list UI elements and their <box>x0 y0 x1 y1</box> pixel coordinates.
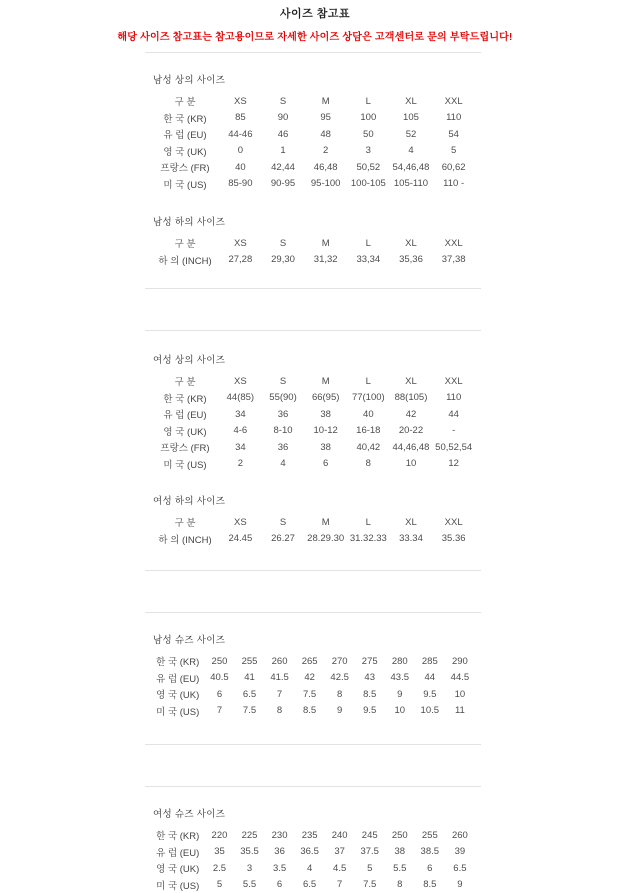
column-header: XS <box>219 373 262 390</box>
cell: 35 <box>204 844 234 861</box>
size-chart-content <box>145 52 481 893</box>
table-row <box>151 143 475 160</box>
cell: 265 <box>295 653 325 670</box>
cell: 7 <box>265 686 295 703</box>
table-row <box>151 126 475 143</box>
cell: 10.5 <box>415 703 445 720</box>
section-divider <box>145 52 481 53</box>
cell: 20-22 <box>390 423 433 440</box>
cell: 42 <box>295 670 325 687</box>
cell: 37 <box>325 844 355 861</box>
cell: 6.5 <box>235 686 265 703</box>
row-label: 미 국 (US) <box>151 176 219 193</box>
table-row <box>151 653 475 670</box>
section-divider <box>145 612 481 613</box>
cell: 235 <box>295 827 325 844</box>
cell: 8.5 <box>295 703 325 720</box>
cell: 40 <box>347 406 390 423</box>
cell: 46,48 <box>304 159 347 176</box>
cell: 110 - <box>432 176 475 193</box>
cell: 44,46,48 <box>390 439 433 456</box>
cell: - <box>432 423 475 440</box>
cell: 77(100) <box>347 390 390 407</box>
table-row <box>151 686 475 703</box>
section-heading-womens-bottom: 여성 하의 사이즈 <box>153 493 475 507</box>
cell: 110 <box>432 110 475 127</box>
row-label: 구 분 <box>151 514 219 531</box>
row-label: 하 의 (INCH) <box>151 531 219 548</box>
cell: 43 <box>355 670 385 687</box>
row-label: 영 국 (UK) <box>151 423 219 440</box>
column-header: L <box>347 514 390 531</box>
cell: 60,62 <box>432 159 475 176</box>
table-row <box>151 423 475 440</box>
section-divider <box>145 786 481 787</box>
cell: 9.5 <box>355 703 385 720</box>
cell: 36 <box>262 439 305 456</box>
cell: 31,32 <box>304 252 347 269</box>
row-label: 프랑스 (FR) <box>151 159 219 176</box>
row-label: 미 국 (US) <box>151 703 204 720</box>
row-label: 구 분 <box>151 235 219 252</box>
row-label: 구 분 <box>151 93 219 110</box>
column-header: S <box>262 235 305 252</box>
section-womens-shoes <box>145 806 481 893</box>
table-row <box>151 390 475 407</box>
row-label: 한 국 (KR) <box>151 110 219 127</box>
cell: 270 <box>325 653 355 670</box>
cell: 7.5 <box>355 877 385 893</box>
cell: 4 <box>295 860 325 877</box>
cell: 35.36 <box>432 531 475 548</box>
row-label: 유 럽 (EU) <box>151 126 219 143</box>
section-womens-top <box>145 352 481 472</box>
table-row <box>151 844 475 861</box>
cell: 36.5 <box>295 844 325 861</box>
cell: 38.5 <box>415 844 445 861</box>
cell: 105 <box>390 110 433 127</box>
table-row <box>151 531 475 548</box>
cell: 10 <box>385 703 415 720</box>
cell: 10-12 <box>304 423 347 440</box>
cell: 2.5 <box>204 860 234 877</box>
size-notice-text: 해당 사이즈 참고표는 참고용이므로 자세한 사이즈 상담은 고객센터로 문의 부탁드립니다! <box>0 28 630 43</box>
cell: 90 <box>262 110 305 127</box>
cell: 54,46,48 <box>390 159 433 176</box>
cell: 4 <box>390 143 433 160</box>
cell: 255 <box>235 653 265 670</box>
womens-top-size-table <box>151 373 475 472</box>
cell: 36 <box>265 844 295 861</box>
column-header: XXL <box>432 235 475 252</box>
cell: 40 <box>219 159 262 176</box>
cell: 8 <box>325 686 355 703</box>
cell: 50 <box>347 126 390 143</box>
cell: 41 <box>235 670 265 687</box>
cell: 9.5 <box>415 686 445 703</box>
cell: 33.34 <box>390 531 433 548</box>
cell: 230 <box>265 827 295 844</box>
section-divider <box>145 570 481 571</box>
cell: 9 <box>385 686 415 703</box>
cell: 7.5 <box>235 703 265 720</box>
table-row <box>151 252 475 269</box>
column-header: L <box>347 235 390 252</box>
cell: 3.5 <box>265 860 295 877</box>
table-row <box>151 703 475 720</box>
section-heading-mens-top: 남성 상의 사이즈 <box>153 72 475 86</box>
cell: 5.5 <box>385 860 415 877</box>
cell: 7 <box>325 877 355 893</box>
womens-bottom-size-table <box>151 514 475 547</box>
cell: 250 <box>385 827 415 844</box>
cell: 10 <box>445 686 475 703</box>
column-header: XL <box>390 93 433 110</box>
cell: 6 <box>265 877 295 893</box>
cell: 36 <box>262 406 305 423</box>
cell: 3 <box>347 143 390 160</box>
cell: 100 <box>347 110 390 127</box>
section-mens-top <box>145 72 481 192</box>
cell: 95 <box>304 110 347 127</box>
row-label: 유 럽 (EU) <box>151 844 204 861</box>
row-label: 한 국 (KR) <box>151 653 204 670</box>
row-label: 유 럽 (EU) <box>151 406 219 423</box>
table-row <box>151 110 475 127</box>
cell: 39 <box>445 844 475 861</box>
cell: 95-100 <box>304 176 347 193</box>
cell: 44 <box>415 670 445 687</box>
womens-shoes-size-table <box>151 827 475 893</box>
table-row <box>151 406 475 423</box>
cell: 4-6 <box>219 423 262 440</box>
cell: 5 <box>355 860 385 877</box>
column-header: S <box>262 93 305 110</box>
cell: 245 <box>355 827 385 844</box>
row-label: 영 국 (UK) <box>151 860 204 877</box>
cell: 8.5 <box>355 686 385 703</box>
cell: 34 <box>219 406 262 423</box>
cell: 27,28 <box>219 252 262 269</box>
table-header-row <box>151 235 475 252</box>
cell: 38 <box>304 406 347 423</box>
cell: 37.5 <box>355 844 385 861</box>
cell: 260 <box>445 827 475 844</box>
section-divider <box>145 330 481 331</box>
table-header-row <box>151 93 475 110</box>
column-header: M <box>304 514 347 531</box>
section-divider <box>145 744 481 745</box>
row-label: 유 럽 (EU) <box>151 670 204 687</box>
column-header: M <box>304 235 347 252</box>
section-divider <box>145 288 481 289</box>
column-header: XXL <box>432 93 475 110</box>
section-heading-mens-shoes: 남성 슈즈 사이즈 <box>153 632 475 646</box>
column-header: XXL <box>432 373 475 390</box>
cell: 42,44 <box>262 159 305 176</box>
cell: 2 <box>304 143 347 160</box>
cell: 28.29.30 <box>304 531 347 548</box>
table-row <box>151 439 475 456</box>
column-header: M <box>304 93 347 110</box>
cell: 0 <box>219 143 262 160</box>
cell: 1 <box>262 143 305 160</box>
cell: 35.5 <box>235 844 265 861</box>
cell: 29,30 <box>262 252 305 269</box>
cell: 50,52 <box>347 159 390 176</box>
cell: 8.5 <box>415 877 445 893</box>
cell: 44 <box>432 406 475 423</box>
table-row <box>151 877 475 893</box>
row-label: 프랑스 (FR) <box>151 439 219 456</box>
table-header-row <box>151 514 475 531</box>
cell: 105-110 <box>390 176 433 193</box>
cell: 35,36 <box>390 252 433 269</box>
cell: 38 <box>385 844 415 861</box>
cell: 225 <box>235 827 265 844</box>
row-label: 영 국 (UK) <box>151 143 219 160</box>
cell: 54 <box>432 126 475 143</box>
section-heading-womens-shoes: 여성 슈즈 사이즈 <box>153 806 475 820</box>
cell: 33,34 <box>347 252 390 269</box>
cell: 3 <box>235 860 265 877</box>
cell: 6.5 <box>295 877 325 893</box>
cell: 280 <box>385 653 415 670</box>
cell: 85 <box>219 110 262 127</box>
table-row <box>151 456 475 473</box>
mens-bottom-size-table <box>151 235 475 268</box>
column-header: S <box>262 373 305 390</box>
table-row <box>151 670 475 687</box>
cell: 260 <box>265 653 295 670</box>
cell: 44(85) <box>219 390 262 407</box>
cell: 24.45 <box>219 531 262 548</box>
cell: 43.5 <box>385 670 415 687</box>
row-label: 한 국 (KR) <box>151 827 204 844</box>
table-row <box>151 860 475 877</box>
section-heading-womens-top: 여성 상의 사이즈 <box>153 352 475 366</box>
cell: 44.5 <box>445 670 475 687</box>
cell: 9 <box>325 703 355 720</box>
row-label: 미 국 (US) <box>151 456 219 473</box>
cell: 16-18 <box>347 423 390 440</box>
cell: 8 <box>385 877 415 893</box>
cell: 50,52,54 <box>432 439 475 456</box>
cell: 8-10 <box>262 423 305 440</box>
cell: 11 <box>445 703 475 720</box>
cell: 90-95 <box>262 176 305 193</box>
table-header-row <box>151 373 475 390</box>
cell: 5.5 <box>235 877 265 893</box>
section-mens-shoes <box>145 632 481 719</box>
cell: 220 <box>204 827 234 844</box>
column-header: XL <box>390 373 433 390</box>
column-header: L <box>347 373 390 390</box>
cell: 10 <box>390 456 433 473</box>
cell: 66(95) <box>304 390 347 407</box>
cell: 6 <box>415 860 445 877</box>
section-heading-mens-bottom: 남성 하의 사이즈 <box>153 214 475 228</box>
cell: 88(105) <box>390 390 433 407</box>
cell: 290 <box>445 653 475 670</box>
column-header: M <box>304 373 347 390</box>
cell: 8 <box>347 456 390 473</box>
cell: 7 <box>204 703 234 720</box>
column-header: XS <box>219 514 262 531</box>
row-label: 하 의 (INCH) <box>151 252 219 269</box>
column-header: XXL <box>432 514 475 531</box>
cell: 85-90 <box>219 176 262 193</box>
column-header: XL <box>390 235 433 252</box>
cell: 9 <box>445 877 475 893</box>
table-row <box>151 159 475 176</box>
cell: 55(90) <box>262 390 305 407</box>
cell: 42.5 <box>325 670 355 687</box>
cell: 100-105 <box>347 176 390 193</box>
cell: 4 <box>262 456 305 473</box>
row-label: 구 분 <box>151 373 219 390</box>
cell: 34 <box>219 439 262 456</box>
cell: 5 <box>432 143 475 160</box>
table-row <box>151 176 475 193</box>
cell: 4.5 <box>325 860 355 877</box>
cell: 2 <box>219 456 262 473</box>
cell: 31.32.33 <box>347 531 390 548</box>
section-womens-bottom <box>145 493 481 547</box>
cell: 26.27 <box>262 531 305 548</box>
mens-shoes-size-table <box>151 653 475 719</box>
section-mens-bottom <box>145 214 481 268</box>
page-header <box>0 0 630 43</box>
cell: 8 <box>265 703 295 720</box>
cell: 46 <box>262 126 305 143</box>
cell: 40,42 <box>347 439 390 456</box>
cell: 42 <box>390 406 433 423</box>
cell: 12 <box>432 456 475 473</box>
cell: 41.5 <box>265 670 295 687</box>
cell: 6 <box>204 686 234 703</box>
cell: 110 <box>432 390 475 407</box>
cell: 44-46 <box>219 126 262 143</box>
cell: 240 <box>325 827 355 844</box>
cell: 7.5 <box>295 686 325 703</box>
cell: 285 <box>415 653 445 670</box>
cell: 6 <box>304 456 347 473</box>
cell: 5 <box>204 877 234 893</box>
row-label: 영 국 (UK) <box>151 686 204 703</box>
cell: 250 <box>204 653 234 670</box>
cell: 255 <box>415 827 445 844</box>
table-row <box>151 827 475 844</box>
cell: 38 <box>304 439 347 456</box>
page-title: 사이즈 참고표 <box>0 5 630 21</box>
cell: 52 <box>390 126 433 143</box>
column-header: XL <box>390 514 433 531</box>
cell: 37,38 <box>432 252 475 269</box>
mens-top-size-table <box>151 93 475 192</box>
column-header: XS <box>219 93 262 110</box>
row-label: 한 국 (KR) <box>151 390 219 407</box>
cell: 40.5 <box>204 670 234 687</box>
cell: 48 <box>304 126 347 143</box>
column-header: S <box>262 514 305 531</box>
row-label: 미 국 (US) <box>151 877 204 893</box>
cell: 275 <box>355 653 385 670</box>
column-header: L <box>347 93 390 110</box>
cell: 6.5 <box>445 860 475 877</box>
column-header: XS <box>219 235 262 252</box>
